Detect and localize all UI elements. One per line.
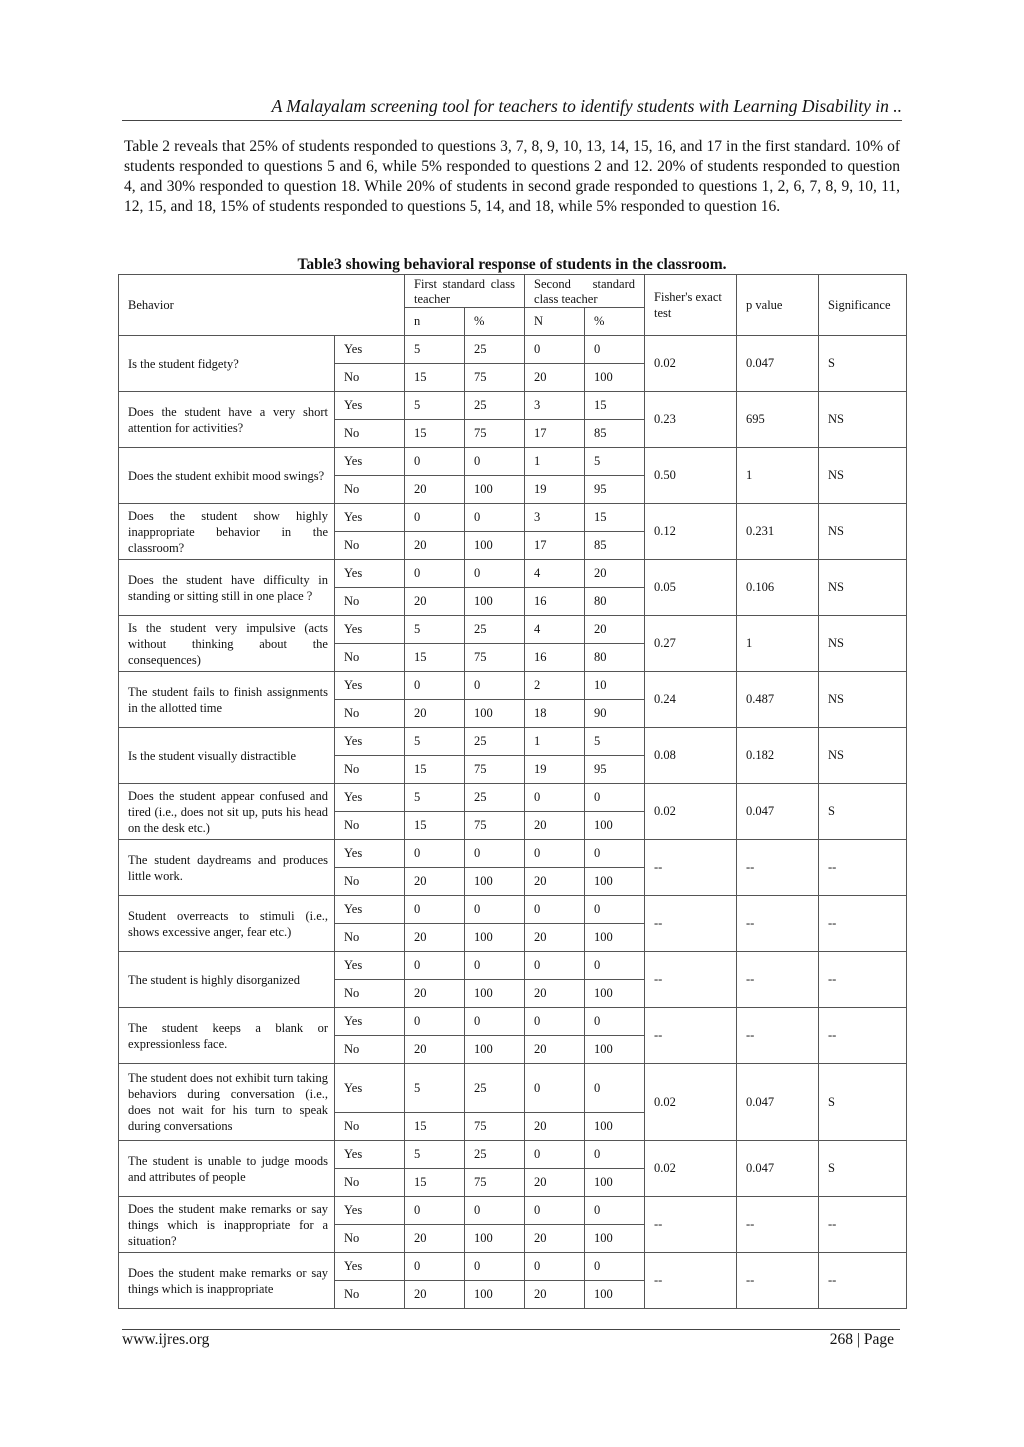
footer-page-number: 268 | Page <box>829 1331 894 1348</box>
p-value-cell: -- <box>737 1253 819 1309</box>
first-n-cell: 0 <box>405 1253 465 1281</box>
body-paragraph: Table 2 reveals that 25% of students responded to questions 3, 7, 8, 9, 10, 13, 14, 15, 16, and 17 in the first standard. 10% of students responded to questions 5 and 6, while 5% responded to questions 2 and 12. 20% of students responded to question 4, and 30% responded to question 18. While 20% of students in second grade responded to questions 1, 2, 6, 7, 8, 9, 10, 11, 12, 15, and 18, 15% of students responded to questions 5, 14, and 18, while 5% responded to question 16. <box>124 138 900 215</box>
fisher-cell: 0.23 <box>645 392 737 448</box>
response-cell: No <box>335 420 405 448</box>
second-pct-cell: 0 <box>585 1141 645 1169</box>
second-pct-cell: 0 <box>585 1064 645 1113</box>
second-n-cell: 17 <box>525 420 585 448</box>
first-pct-cell: 0 <box>465 448 525 476</box>
response-cell: Yes <box>335 784 405 812</box>
second-n-cell: 20 <box>525 1113 585 1141</box>
first-n-cell: 15 <box>405 364 465 392</box>
first-pct-cell: 75 <box>465 644 525 672</box>
p-value-cell: 0.487 <box>737 672 819 728</box>
second-n-cell: 20 <box>525 1169 585 1197</box>
first-pct-cell: 0 <box>465 560 525 588</box>
first-pct-cell: 75 <box>465 364 525 392</box>
second-n-cell: 0 <box>525 1008 585 1036</box>
table-row <box>119 1008 907 1036</box>
second-n-cell: 4 <box>525 616 585 644</box>
behavior-cell: Is the student very impulsive (acts without thinking about the consequences) <box>119 616 335 672</box>
response-cell: Yes <box>335 1141 405 1169</box>
significance-cell: NS <box>819 448 907 504</box>
p-value-cell: 1 <box>737 616 819 672</box>
fisher-cell: 0.02 <box>645 1141 737 1197</box>
table-row <box>119 728 907 756</box>
second-n-cell: 18 <box>525 700 585 728</box>
footer-divider <box>122 1329 900 1330</box>
p-value-cell: -- <box>737 1008 819 1064</box>
response-cell: Yes <box>335 392 405 420</box>
second-pct-cell: 10 <box>585 672 645 700</box>
first-pct-cell: 25 <box>465 336 525 364</box>
fisher-cell: 0.12 <box>645 504 737 560</box>
first-n-cell: 0 <box>405 952 465 980</box>
first-n-cell: 20 <box>405 588 465 616</box>
first-n-cell: 0 <box>405 896 465 924</box>
significance-cell: S <box>819 784 907 840</box>
first-pct-cell: 75 <box>465 1169 525 1197</box>
second-n-cell: 20 <box>525 980 585 1008</box>
significance-cell: NS <box>819 728 907 784</box>
header-behavior: Behavior <box>119 275 405 336</box>
second-pct-cell: 95 <box>585 756 645 784</box>
second-pct-cell: 15 <box>585 392 645 420</box>
header-n: n <box>405 308 465 336</box>
significance-cell: -- <box>819 1008 907 1064</box>
response-cell: No <box>335 980 405 1008</box>
second-n-cell: 1 <box>525 448 585 476</box>
fisher-cell: 0.24 <box>645 672 737 728</box>
first-n-cell: 20 <box>405 924 465 952</box>
first-n-cell: 5 <box>405 616 465 644</box>
first-n-cell: 20 <box>405 476 465 504</box>
second-n-cell: 20 <box>525 1225 585 1253</box>
first-n-cell: 15 <box>405 644 465 672</box>
first-n-cell: 20 <box>405 868 465 896</box>
second-pct-cell: 20 <box>585 616 645 644</box>
second-pct-cell: 20 <box>585 560 645 588</box>
second-n-cell: 20 <box>525 364 585 392</box>
behavior-cell: Is the student fidgety? <box>119 336 335 392</box>
first-n-cell: 15 <box>405 756 465 784</box>
response-cell: Yes <box>335 952 405 980</box>
behavior-cell: Does the student make remarks or say things which is inappropriate for a situation? <box>119 1197 335 1253</box>
table-row <box>119 504 907 532</box>
table-row <box>119 1197 907 1225</box>
first-n-cell: 20 <box>405 1225 465 1253</box>
first-n-cell: 20 <box>405 532 465 560</box>
second-pct-cell: 5 <box>585 448 645 476</box>
first-n-cell: 5 <box>405 336 465 364</box>
first-n-cell: 0 <box>405 1008 465 1036</box>
second-n-cell: 19 <box>525 476 585 504</box>
p-value-cell: 0.047 <box>737 336 819 392</box>
significance-cell: S <box>819 336 907 392</box>
second-pct-cell: 90 <box>585 700 645 728</box>
first-pct-cell: 75 <box>465 756 525 784</box>
significance-cell: S <box>819 1064 907 1141</box>
table-row <box>119 840 907 868</box>
behavior-cell: The student is highly disorganized <box>119 952 335 1008</box>
first-n-cell: 5 <box>405 728 465 756</box>
behavior-cell: Does the student appear confused and tired (i.e., does not sit up, puts his head on the desk etc.) <box>119 784 335 840</box>
second-n-cell: 20 <box>525 924 585 952</box>
significance-cell: -- <box>819 1253 907 1309</box>
behavior-cell: The student keeps a blank or expressionless face. <box>119 1008 335 1064</box>
fisher-cell: 0.02 <box>645 1064 737 1141</box>
response-cell: No <box>335 700 405 728</box>
response-cell: Yes <box>335 840 405 868</box>
second-n-cell: 0 <box>525 952 585 980</box>
second-pct-cell: 100 <box>585 1225 645 1253</box>
first-pct-cell: 25 <box>465 1064 525 1113</box>
first-pct-cell: 100 <box>465 1281 525 1309</box>
first-pct-cell: 0 <box>465 896 525 924</box>
first-pct-cell: 0 <box>465 840 525 868</box>
table-row <box>119 1064 907 1113</box>
table-row <box>119 616 907 644</box>
first-pct-cell: 25 <box>465 616 525 644</box>
second-pct-cell: 0 <box>585 1253 645 1281</box>
second-n-cell: 2 <box>525 672 585 700</box>
first-n-cell: 0 <box>405 1197 465 1225</box>
response-cell: Yes <box>335 896 405 924</box>
first-pct-cell: 75 <box>465 812 525 840</box>
fisher-cell: -- <box>645 1008 737 1064</box>
significance-cell: NS <box>819 504 907 560</box>
second-pct-cell: 95 <box>585 476 645 504</box>
first-pct-cell: 0 <box>465 504 525 532</box>
first-n-cell: 5 <box>405 784 465 812</box>
table-row <box>119 672 907 700</box>
behavior-cell: Is the student visually distractible <box>119 728 335 784</box>
second-pct-cell: 15 <box>585 504 645 532</box>
second-n-cell: 4 <box>525 560 585 588</box>
p-value-cell: 695 <box>737 392 819 448</box>
second-pct-cell: 0 <box>585 1008 645 1036</box>
second-pct-cell: 80 <box>585 588 645 616</box>
header-divider <box>122 120 902 121</box>
behavior-cell: Does the student make remarks or say things which is inappropriate <box>119 1253 335 1309</box>
response-cell: Yes <box>335 1064 405 1113</box>
fisher-cell: 0.02 <box>645 784 737 840</box>
second-n-cell: 19 <box>525 756 585 784</box>
header-pct2: % <box>585 308 645 336</box>
first-pct-cell: 100 <box>465 588 525 616</box>
response-cell: Yes <box>335 336 405 364</box>
p-value-cell: -- <box>737 952 819 1008</box>
response-cell: No <box>335 588 405 616</box>
response-cell: No <box>335 1113 405 1141</box>
fisher-cell: 0.02 <box>645 336 737 392</box>
response-cell: Yes <box>335 728 405 756</box>
response-cell: No <box>335 1225 405 1253</box>
response-cell: No <box>335 756 405 784</box>
footer-site: www.ijres.org <box>122 1331 210 1348</box>
fisher-cell: 0.05 <box>645 560 737 616</box>
p-value-cell: 0.106 <box>737 560 819 616</box>
second-n-cell: 0 <box>525 1141 585 1169</box>
fisher-cell: 0.08 <box>645 728 737 784</box>
response-cell: Yes <box>335 504 405 532</box>
p-value-cell: 1 <box>737 448 819 504</box>
second-pct-cell: 0 <box>585 336 645 364</box>
p-value-cell: 0.047 <box>737 784 819 840</box>
second-n-cell: 16 <box>525 588 585 616</box>
table-caption: Table3 showing behavioral response of students in the classroom. <box>297 256 727 273</box>
behavior-cell: The student is unable to judge moods and attributes of people <box>119 1141 335 1197</box>
behavior-cell: The student daydreams and produces little work. <box>119 840 335 896</box>
response-cell: No <box>335 644 405 672</box>
first-n-cell: 0 <box>405 448 465 476</box>
second-n-cell: 1 <box>525 728 585 756</box>
first-pct-cell: 100 <box>465 700 525 728</box>
first-pct-cell: 25 <box>465 1141 525 1169</box>
p-value-cell: -- <box>737 896 819 952</box>
significance-cell: NS <box>819 672 907 728</box>
header-significance: Significance <box>819 275 907 336</box>
first-n-cell: 0 <box>405 672 465 700</box>
fisher-cell: -- <box>645 896 737 952</box>
first-pct-cell: 100 <box>465 1036 525 1064</box>
first-pct-cell: 0 <box>465 1008 525 1036</box>
significance-cell: S <box>819 1141 907 1197</box>
first-pct-cell: 25 <box>465 728 525 756</box>
second-pct-cell: 100 <box>585 1281 645 1309</box>
second-pct-cell: 100 <box>585 924 645 952</box>
behavior-cell: Does the student have a very short attention for activities? <box>119 392 335 448</box>
first-pct-cell: 100 <box>465 924 525 952</box>
response-cell: Yes <box>335 672 405 700</box>
second-pct-cell: 85 <box>585 420 645 448</box>
second-pct-cell: 80 <box>585 644 645 672</box>
second-n-cell: 0 <box>525 1197 585 1225</box>
significance-cell: -- <box>819 1197 907 1253</box>
first-n-cell: 0 <box>405 504 465 532</box>
p-value-cell: 0.182 <box>737 728 819 784</box>
header-pct: % <box>465 308 525 336</box>
header-fisher: Fisher's exact test <box>645 275 737 336</box>
table-row <box>119 1141 907 1169</box>
first-pct-cell: 25 <box>465 784 525 812</box>
second-n-cell: 3 <box>525 504 585 532</box>
second-n-cell: 20 <box>525 812 585 840</box>
first-pct-cell: 0 <box>465 952 525 980</box>
fisher-cell: -- <box>645 1197 737 1253</box>
fisher-cell: -- <box>645 952 737 1008</box>
response-cell: Yes <box>335 1008 405 1036</box>
first-pct-cell: 100 <box>465 532 525 560</box>
significance-cell: -- <box>819 952 907 1008</box>
significance-cell: NS <box>819 560 907 616</box>
table-row <box>119 336 907 364</box>
table-row <box>119 784 907 812</box>
significance-cell: -- <box>819 896 907 952</box>
second-pct-cell: 85 <box>585 532 645 560</box>
first-n-cell: 20 <box>405 1281 465 1309</box>
first-n-cell: 20 <box>405 980 465 1008</box>
second-n-cell: 0 <box>525 840 585 868</box>
first-n-cell: 15 <box>405 1113 465 1141</box>
fisher-cell: 0.50 <box>645 448 737 504</box>
response-cell: Yes <box>335 1253 405 1281</box>
significance-cell: -- <box>819 840 907 896</box>
p-value-cell: 0.047 <box>737 1141 819 1197</box>
second-n-cell: 0 <box>525 1253 585 1281</box>
second-pct-cell: 100 <box>585 812 645 840</box>
response-cell: No <box>335 476 405 504</box>
second-n-cell: 20 <box>525 1036 585 1064</box>
behavior-cell: Does the student exhibit mood swings? <box>119 448 335 504</box>
second-pct-cell: 100 <box>585 1169 645 1197</box>
p-value-cell: 0.231 <box>737 504 819 560</box>
second-pct-cell: 100 <box>585 1036 645 1064</box>
response-cell: Yes <box>335 1197 405 1225</box>
first-n-cell: 5 <box>405 392 465 420</box>
behavior-cell: Does the student have difficulty in standing or sitting still in one place ? <box>119 560 335 616</box>
table-row <box>119 392 907 420</box>
second-pct-cell: 100 <box>585 364 645 392</box>
second-pct-cell: 100 <box>585 868 645 896</box>
p-value-cell: -- <box>737 840 819 896</box>
behavior-cell: The student does not exhibit turn taking behaviors during conversation (i.e., does not wait for his turn to speak during conversations <box>119 1064 335 1141</box>
header-N: N <box>525 308 585 336</box>
first-n-cell: 0 <box>405 560 465 588</box>
response-cell: Yes <box>335 560 405 588</box>
second-n-cell: 16 <box>525 644 585 672</box>
response-cell: No <box>335 924 405 952</box>
second-pct-cell: 0 <box>585 1197 645 1225</box>
second-n-cell: 20 <box>525 868 585 896</box>
header-p-value: p value <box>737 275 819 336</box>
table-row <box>119 952 907 980</box>
response-cell: Yes <box>335 448 405 476</box>
behavior-cell: Student overreacts to stimuli (i.e., shows excessive anger, fear etc.) <box>119 896 335 952</box>
p-value-cell: -- <box>737 1197 819 1253</box>
behavior-table <box>118 274 907 1309</box>
first-n-cell: 5 <box>405 1064 465 1113</box>
first-pct-cell: 0 <box>465 1197 525 1225</box>
first-n-cell: 15 <box>405 1169 465 1197</box>
response-cell: No <box>335 1169 405 1197</box>
behavior-cell: Does the student show highly inappropriate behavior in the classroom? <box>119 504 335 560</box>
response-cell: Yes <box>335 616 405 644</box>
response-cell: No <box>335 812 405 840</box>
first-n-cell: 5 <box>405 1141 465 1169</box>
second-n-cell: 0 <box>525 336 585 364</box>
fisher-cell: -- <box>645 840 737 896</box>
header-first-standard: First standard class teacher <box>405 275 525 308</box>
second-n-cell: 17 <box>525 532 585 560</box>
first-pct-cell: 0 <box>465 672 525 700</box>
fisher-cell: 0.27 <box>645 616 737 672</box>
first-pct-cell: 100 <box>465 868 525 896</box>
second-n-cell: 0 <box>525 1064 585 1113</box>
first-n-cell: 15 <box>405 812 465 840</box>
first-pct-cell: 75 <box>465 420 525 448</box>
table-row <box>119 448 907 476</box>
second-pct-cell: 0 <box>585 896 645 924</box>
header-second-standard: Second standard class teacher <box>525 275 645 308</box>
first-pct-cell: 0 <box>465 1253 525 1281</box>
second-n-cell: 3 <box>525 392 585 420</box>
response-cell: No <box>335 532 405 560</box>
first-pct-cell: 100 <box>465 1225 525 1253</box>
table-row <box>119 560 907 588</box>
p-value-cell: 0.047 <box>737 1064 819 1141</box>
second-n-cell: 0 <box>525 784 585 812</box>
first-n-cell: 0 <box>405 840 465 868</box>
first-n-cell: 20 <box>405 1036 465 1064</box>
second-pct-cell: 0 <box>585 784 645 812</box>
table-row <box>119 1253 907 1281</box>
second-pct-cell: 0 <box>585 952 645 980</box>
fisher-cell: -- <box>645 1253 737 1309</box>
significance-cell: NS <box>819 392 907 448</box>
first-pct-cell: 100 <box>465 980 525 1008</box>
second-pct-cell: 5 <box>585 728 645 756</box>
first-pct-cell: 25 <box>465 392 525 420</box>
response-cell: No <box>335 1036 405 1064</box>
second-n-cell: 0 <box>525 896 585 924</box>
second-pct-cell: 100 <box>585 980 645 1008</box>
first-pct-cell: 100 <box>465 476 525 504</box>
second-pct-cell: 100 <box>585 1113 645 1141</box>
second-pct-cell: 0 <box>585 840 645 868</box>
table-row <box>119 896 907 924</box>
behavior-cell: The student fails to finish assignments in the allotted time <box>119 672 335 728</box>
first-pct-cell: 75 <box>465 1113 525 1141</box>
running-header: A Malayalam screening tool for teachers to identify students with Learning Disability in .. <box>271 96 902 116</box>
significance-cell: NS <box>819 616 907 672</box>
response-cell: No <box>335 1281 405 1309</box>
first-n-cell: 15 <box>405 420 465 448</box>
response-cell: No <box>335 868 405 896</box>
response-cell: No <box>335 364 405 392</box>
first-n-cell: 20 <box>405 700 465 728</box>
second-n-cell: 20 <box>525 1281 585 1309</box>
